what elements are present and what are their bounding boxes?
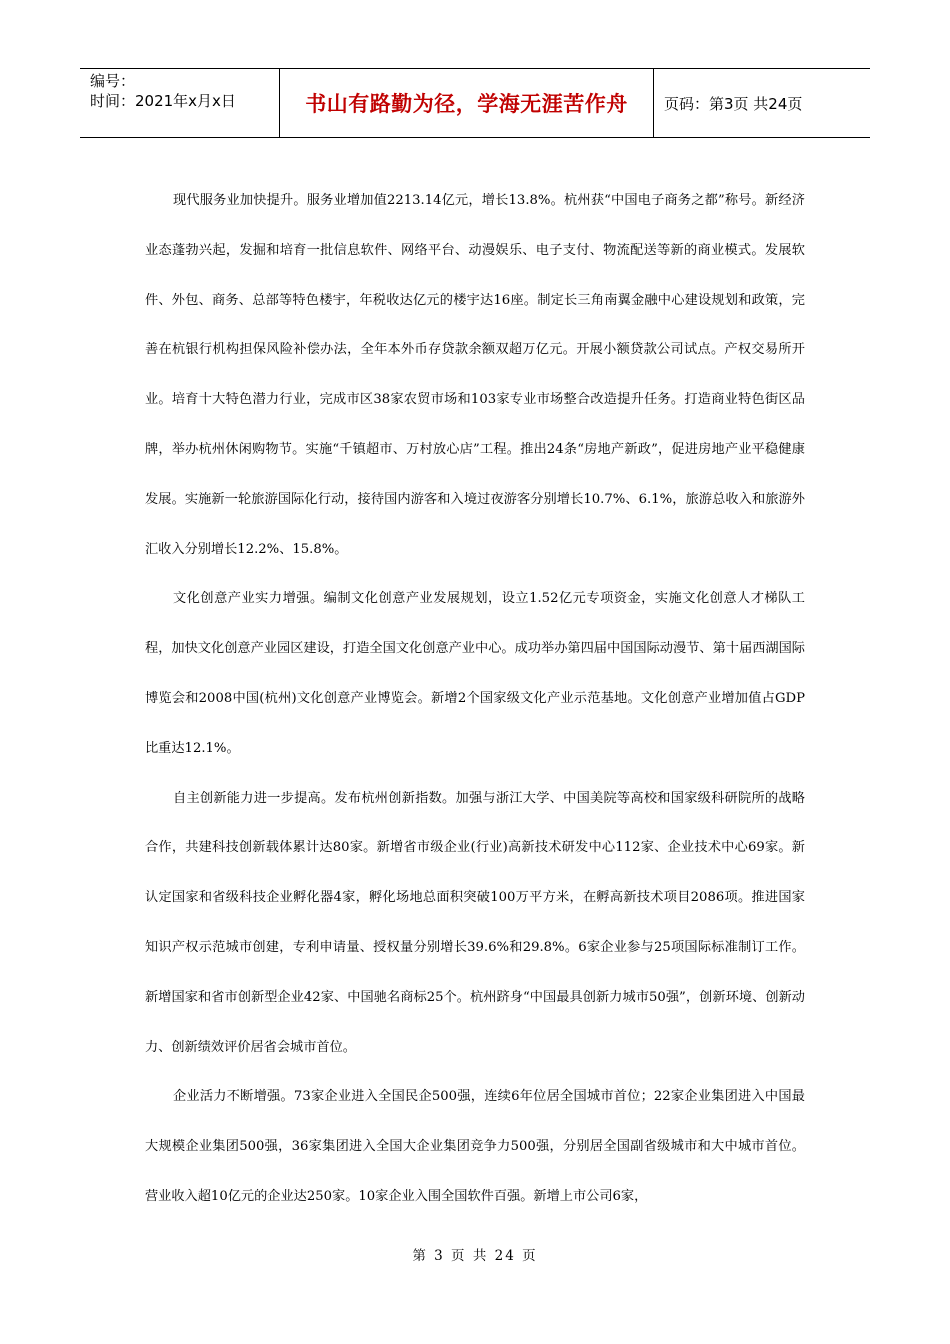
page-header	[80, 68, 870, 138]
paragraph-service-industry: 现代服务业加快提升。服务业增加值2213.14亿元，增长13.8%。杭州获“中国电子商务之都”称号。新经济业态蓬勃兴起，发掘和培育一批信息软件、网络平台、动漫娱乐、电子支付、物流配送等新的商业模式。发展软件、外包、商务、总部等特色楼宇，年税收达亿元的楼宇达16座。制定长三角南翼金融中心建设规划和政策，完善在杭银行机构担保风险补偿办法，全年本外币存贷款余额双超万亿元。开展小额贷款公司试点。产权交易所开业。培育十大特色潜力行业，完成市区38家农贸市场和103家专业市场整合改造提升任务。打造商业特色街区品牌，举办杭州休闲购物节。实施“千镇超市、万村放心店”工程。推出24条“房地产新政”，促进房地产业平稳健康发展。实施新一轮旅游国际化行动，接待国内游客和入境过夜游客分别增长10.7%、6.1%，旅游总收入和旅游外汇收入分别增长12.2%、15.8%。	[145, 193, 805, 557]
document-time-label: 时间：2021年x月x日	[90, 92, 236, 110]
header-meta-cell	[80, 69, 280, 137]
paragraph-cultural-industry: 文化创意产业实力增强。编制文化创意产业发展规划，设立1.52亿元专项资金，实施文化创意人才梯队工程，加快文化创意产业园区建设，打造全国文化创意产业中心。成功举办第四届中国国际动漫节、第十届西湖国际博览会和2008中国(杭州)文化创意产业博览会。新增2个国家级文化产业示范基地。文化创意产业增加值占GDP比重达12.1%。	[145, 591, 805, 756]
header-page-label: 页码：第3页 共24页	[664, 94, 803, 113]
page-footer: 第 3 页 共 24 页	[412, 1248, 538, 1264]
document-body	[145, 176, 805, 1222]
header-motto: 书山有路勤为径，学海无涯苦作舟	[280, 69, 654, 137]
document-number-label: 编号：	[90, 72, 136, 90]
paragraph-enterprise: 企业活力不断增强。73家企业进入全国民企500强，连续6年位居全国城市首位；22家企业集团进入中国最大规模企业集团500强，36家集团进入全国大企业集团竞争力500强，分别居全国副省级城市和大中城市首位。营业收入超10亿元的企业达250家。10家企业入围全国软件百强。新增上市公司6家，	[145, 1089, 805, 1204]
paragraph-innovation: 自主创新能力进一步提高。发布杭州创新指数。加强与浙江大学、中国美院等高校和国家级科研院所的战略合作，共建科技创新载体累计达80家。新增省市级企业(行业)高新技术研发中心112家、企业技术中心69家。新认定国家和省级科技企业孵化器4家，孵化场地总面积突破100万平方米，在孵高新技术项目2086项。推进国家知识产权示范城市创建，专利申请量、授权量分别增长39.6%和29.8%。6家企业参与25项国际标准制订工作。新增国家和省市创新型企业42家、中国驰名商标25个。杭州跻身“中国最具创新力城市50强”，创新环境、创新动力、创新绩效评价居省会城市首位。	[145, 790, 805, 1055]
